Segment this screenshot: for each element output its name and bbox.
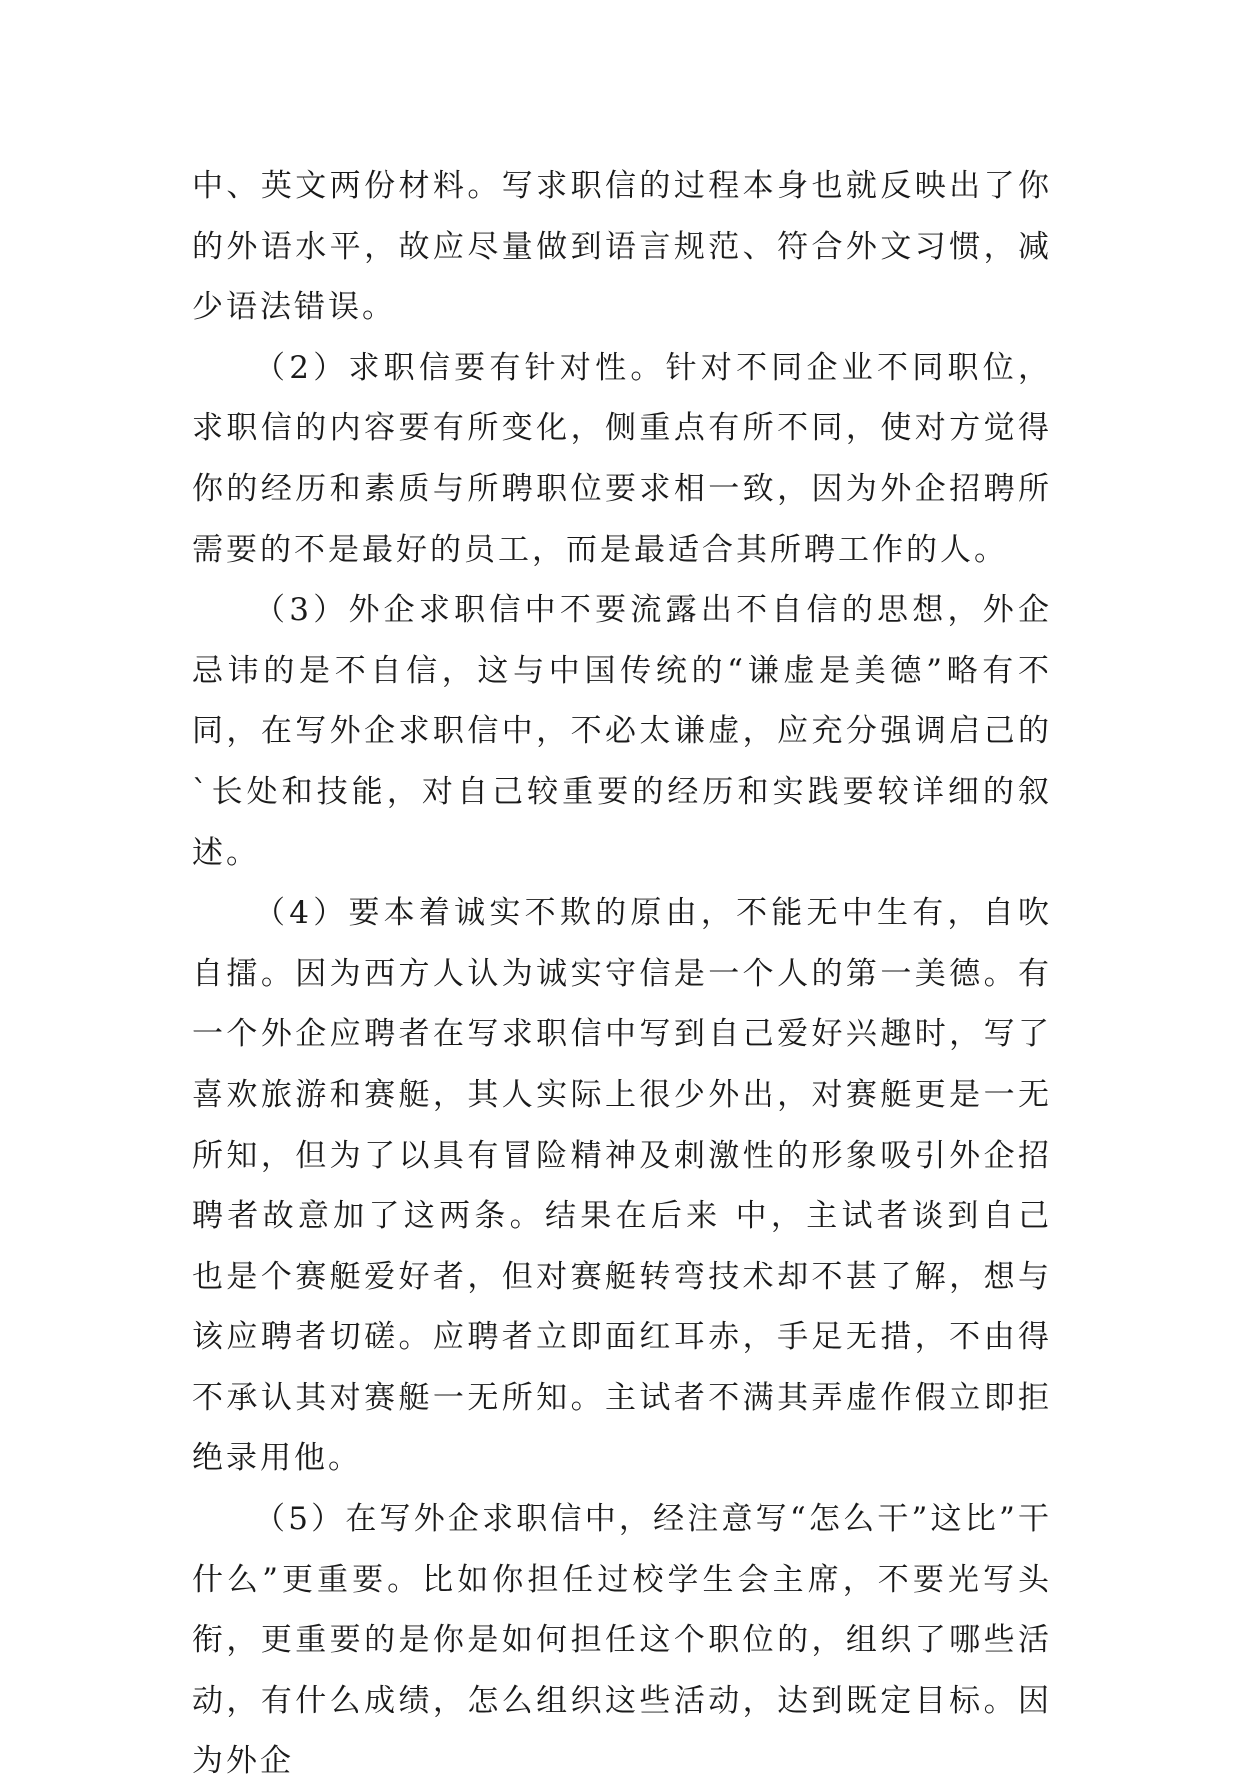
- paragraph-point-4: （4）要本着诚实不欺的原由，不能无中生有，自吹自擂。因为西方人认为诚实守信是一个人的第一美德。有一个外企应聘者在写求职信中写到自己爱好兴趣时，写了喜欢旅游和赛艇，其人实际上很少外出，对赛艇更是一无所知，但为了以具有冒险精神及刺激性的形象吸引外企招聘者故意加了这两条。结果在后来 中，主试者谈到自己也是个赛艇爱好者，但对赛艇转弯技术却不甚了解，想与该应聘者切磋。应聘者立即面红耳赤，手足无措，不由得不承认其对赛艇一无所知。主试者不满其弄虚作假立即拒绝录用他。: [192, 895, 1052, 1477]
- body-text: [192, 156, 1052, 1792]
- paragraph-point-2: （2）求职信要有针对性。针对不同企业不同职位，求职信的内容要有所变化，侧重点有所不同，使对方觉得你的经历和素质与所聘职位要求相一致，因为外企招聘所需要的不是最好的员工，而是最适合其所聘工作的人。: [192, 349, 1052, 568]
- paragraph-point-5: （5）在写外企求职信中，经注意写“怎么干”这比”干什么”更重要。比如你担任过校学生会主席，不要光写头衔，更重要的是你是如何担任这个职位的，组织了哪些活动，有什么成绩，怎么组织这些活动，达到既定目标。因为外企: [192, 1501, 1052, 1780]
- paragraph-point-3: （3）外企求职信中不要流露出不自信的思想，外企忌讳的是不自信，这与中国传统的“谦虚是美德”略有不同，在写外企求职信中，不必太谦虚，应充分强调启己的`长处和技能，对自己较重要的经历和实践要较详细的叙述。: [192, 592, 1052, 871]
- paragraph-continuation: 中、英文两份材料。写求职信的过程本身也就反映出了你的外语水平，故应尽量做到语言规范、符合外文习惯，减少语法错误。: [192, 168, 1052, 326]
